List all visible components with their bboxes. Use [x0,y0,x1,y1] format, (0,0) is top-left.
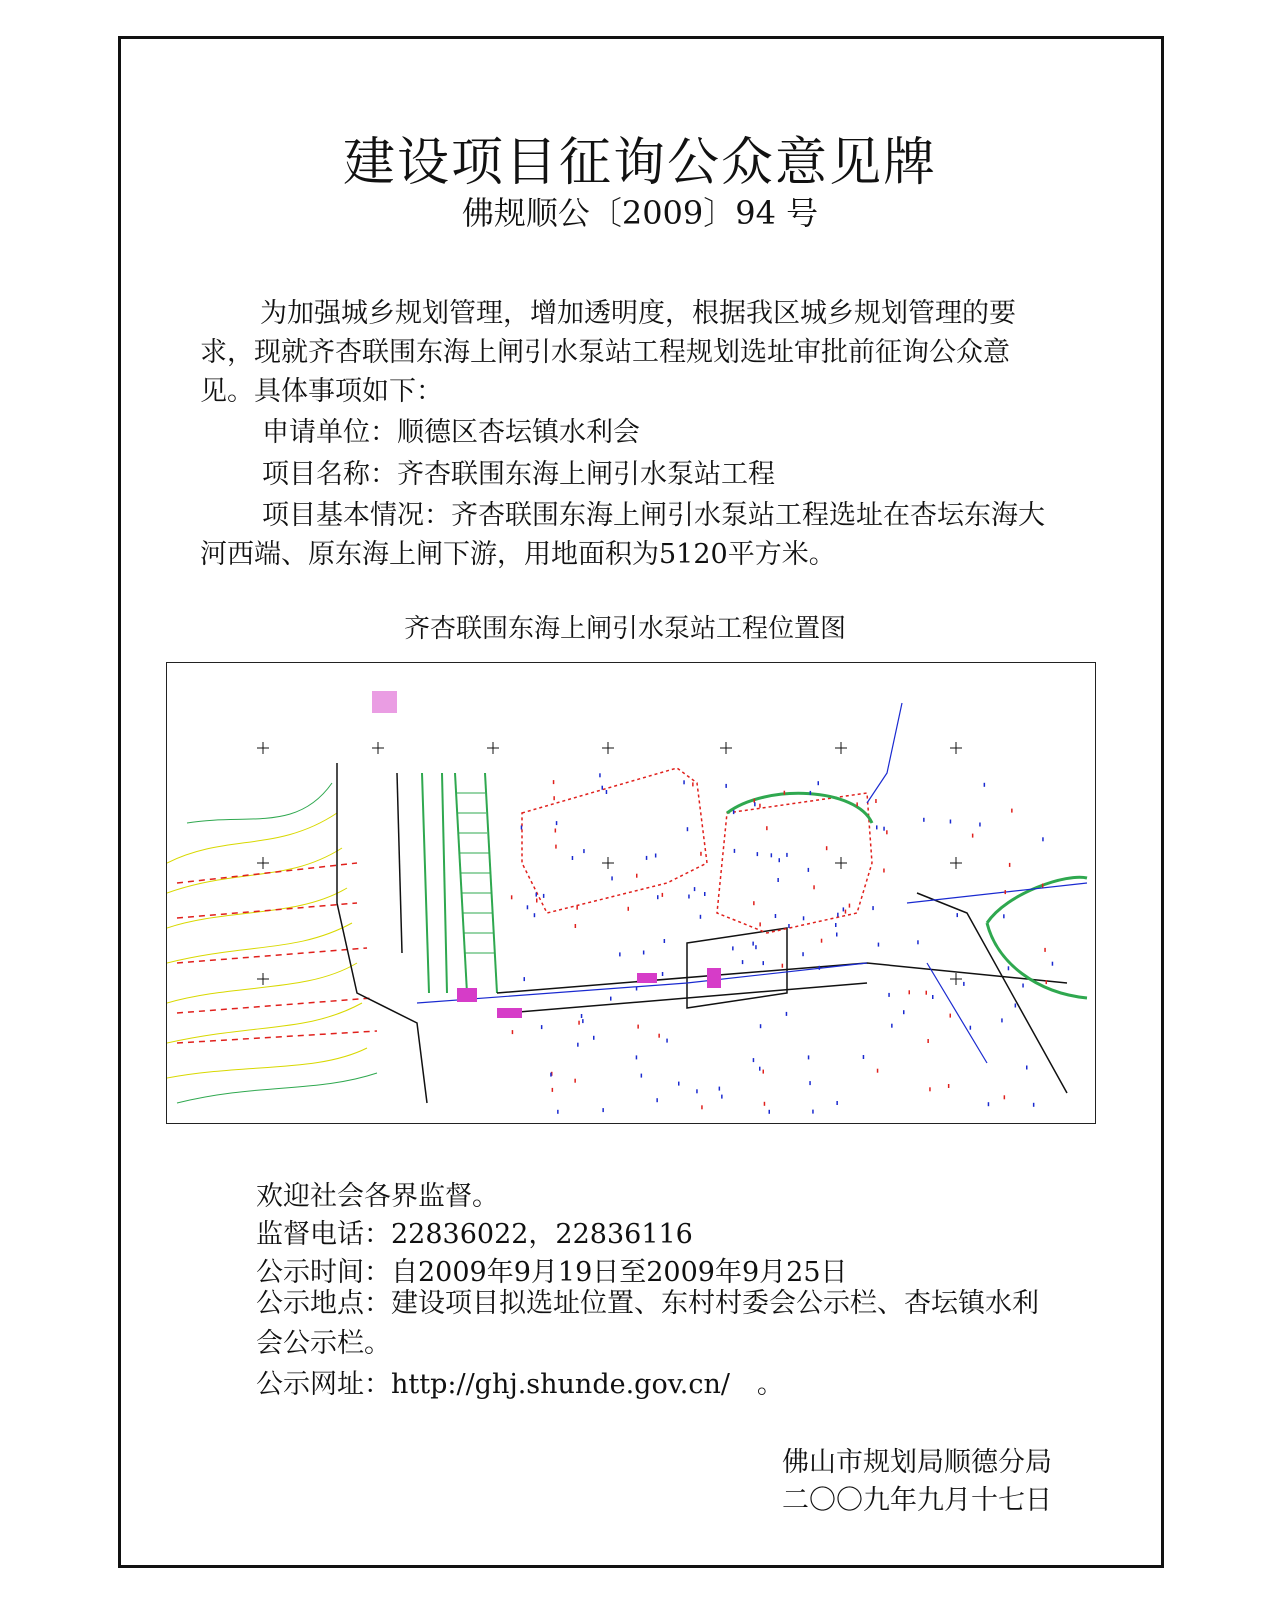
map-caption: 齐杏联围东海上闸引水泵站工程位置图 [403,614,846,644]
survey-point [543,894,545,898]
survey-point [883,827,885,831]
survey-point [754,802,756,806]
survey-point [1005,890,1007,894]
survey-point [759,1067,761,1071]
survey-point [701,1105,703,1109]
issuing-organization: 佛山市规划局顺德分局 [782,1447,1052,1478]
survey-point [927,1039,929,1043]
survey-point [837,913,839,917]
survey-point [688,895,690,899]
document-number: 佛规顺公〔2009〕94 号 [461,194,819,232]
survey-point [555,845,557,849]
survey-points [511,773,1053,1114]
survey-point [970,1026,972,1030]
survey-point [752,942,754,946]
survey-point [891,1024,893,1028]
survey-point [582,1019,584,1023]
survey-point [557,1110,559,1114]
survey-point [836,1101,838,1105]
applicant-line: 申请单位：顺德区杏坛镇水利会 [262,417,640,448]
survey-point [1042,884,1044,888]
survey-point [836,933,838,937]
website-line: 公示网址：http://ghj.shunde.gov.cn/ 。 [256,1369,784,1400]
survey-point [903,1010,905,1014]
survey-point [700,852,702,856]
survey-point [527,905,529,909]
survey-point [759,922,761,926]
survey-point [878,943,880,947]
survey-point [599,773,601,777]
survey-point [658,1034,660,1038]
survey-point [984,783,986,787]
survey-point [1026,1066,1028,1070]
survey-point [808,1055,810,1059]
survey-point [636,1055,638,1059]
survey-point [574,1079,576,1083]
survey-point [593,1036,595,1040]
survey-point [988,1102,990,1106]
survey-point [687,827,689,831]
survey-point [536,893,538,897]
survey-point [845,910,847,914]
survey-point [926,991,928,995]
project-name-line: 项目名称：齐杏联围东海上闸引水泵站工程 [262,459,775,490]
survey-point [512,1030,514,1034]
survey-point [628,907,630,911]
survey-point [656,1098,658,1102]
survey-point [721,1095,723,1099]
survey-point [760,1024,762,1028]
survey-point [813,885,815,889]
survey-point [759,804,761,808]
survey-point [664,939,666,943]
survey-point [733,810,735,814]
survey-point [1003,914,1005,918]
site-plan-drawing [167,663,1096,1124]
survey-point [602,1108,604,1112]
river-channel [422,773,497,993]
survey-point [511,895,513,899]
survey-point [662,893,664,897]
survey-point [883,869,885,873]
survey-point [1052,962,1054,966]
survey-point [843,907,845,911]
survey-point [611,876,613,880]
survey-point [662,972,664,976]
survey-point [812,1110,814,1114]
phone-line: 监督电话：22836022，22836116 [256,1219,693,1250]
survey-point [979,823,981,827]
survey-point [863,1055,865,1059]
survey-point [923,818,925,822]
survey-point [849,904,851,908]
survey-point [808,868,810,872]
survey-point [786,853,788,857]
survey-point [536,899,538,903]
survey-point [678,1082,680,1086]
survey-point [734,849,736,853]
survey-point [972,834,974,838]
survey-point [655,854,657,858]
survey-point [704,892,706,896]
survey-point [777,878,779,882]
survey-point [888,993,890,997]
location-line: 公示地点：建设项目拟选址位置、东村村委会公示栏、杏坛镇水利会公示栏。 [256,1288,1039,1359]
survey-point [534,913,536,917]
survey-point [802,952,804,956]
survey-point [666,1039,668,1043]
survey-point [578,1021,580,1025]
survey-point [963,982,965,986]
survey-point [694,887,696,891]
survey-point [577,1043,579,1047]
survey-point [769,1110,771,1114]
survey-point [521,826,523,830]
survey-point [875,799,877,803]
survey-point [886,830,888,834]
notice-title: 建设项目征询公众意见牌 [342,133,937,193]
survey-point [1022,984,1024,988]
survey-point [576,906,578,910]
survey-point [755,945,757,949]
survey-point [754,799,756,803]
survey-point [779,858,781,862]
welcome-line: 欢迎社会各界监督。 [256,1181,499,1212]
survey-point [909,990,911,994]
survey-point [826,846,828,850]
survey-point [643,951,645,955]
survey-point [732,946,734,950]
survey-point [556,821,558,825]
survey-point [742,960,744,964]
survey-point [636,987,638,991]
survey-point [786,1012,788,1016]
intro-paragraph: 为加强城乡规划管理，增加透明度，根据我区城乡规划管理的要求，现就齐杏联围东海上闸引水泵站工程规划选址审批前征询公众意见。具体事项如下： [200,298,1016,407]
survey-point [541,1025,543,1029]
period-line: 公示时间：自2009年9月19日至2009年9月25日 [256,1257,848,1288]
survey-point [775,914,777,918]
survey-point [524,977,526,981]
survey-point [637,1025,639,1029]
survey-point [876,825,878,829]
survey-point [957,913,959,917]
survey-point [610,997,612,1001]
survey-point [646,856,648,860]
survey-point [763,1070,765,1074]
survey-point [1044,948,1046,952]
survey-point [636,874,638,878]
survey-point [606,790,608,794]
survey-point [950,820,952,824]
survey-point [725,784,727,788]
survey-point [856,802,858,806]
elevation-marks [177,863,377,1043]
survey-point [877,1069,879,1073]
survey-point [784,791,786,795]
survey-point [719,1087,721,1091]
survey-point [803,916,805,920]
survey-point [950,1014,952,1018]
survey-point [929,1087,931,1091]
survey-point [683,780,685,784]
survey-point [555,829,557,833]
survey-point [932,995,934,999]
survey-point [753,1058,755,1062]
survey-point [1033,1103,1035,1107]
survey-point [753,901,755,905]
survey-point [1042,837,1044,841]
survey-point [550,1073,552,1077]
survey-point [1011,809,1013,813]
survey-point [819,966,821,970]
survey-point [641,1074,643,1078]
survey-point [766,826,768,830]
survey-point [575,924,577,928]
survey-point [1046,980,1048,984]
survey-point [763,961,765,965]
survey-point [917,940,919,944]
survey-point [1008,966,1010,970]
survey-point [583,849,585,853]
survey-point [552,1088,554,1092]
survey-point [835,923,837,927]
survey-point [572,856,574,860]
survey-point [1004,1095,1006,1099]
survey-point [1015,1004,1017,1008]
survey-point [692,782,694,786]
survey-point [757,852,759,856]
survey-point [818,781,820,785]
land-block [522,768,872,933]
survey-point [581,1014,583,1018]
survey-point [700,915,702,919]
project-basic-info: 项目基本情况：齐杏联围东海上闸引水泵站工程选址在杏坛东海大河西端、原东海上闸下游，用地面积为5120平方米。 [200,500,1045,570]
grid-crosses [257,742,962,985]
survey-point [553,780,555,784]
survey-point [788,924,790,928]
survey-point [619,952,621,956]
location-map [166,662,1096,1124]
survey-point [948,1084,950,1088]
survey-point [602,786,604,790]
survey-point [809,1081,811,1085]
survey-point [810,791,812,795]
survey-point [696,1089,698,1093]
survey-point [782,964,784,968]
survey-point [872,906,874,910]
survey-point [821,939,823,943]
survey-point [657,895,659,899]
issue-date: 二〇〇九年九月十七日 [782,1485,1052,1516]
survey-point [553,796,555,800]
survey-point [1001,1018,1003,1022]
survey-point [764,1102,766,1106]
survey-point [771,853,773,857]
survey-point [1009,863,1011,867]
